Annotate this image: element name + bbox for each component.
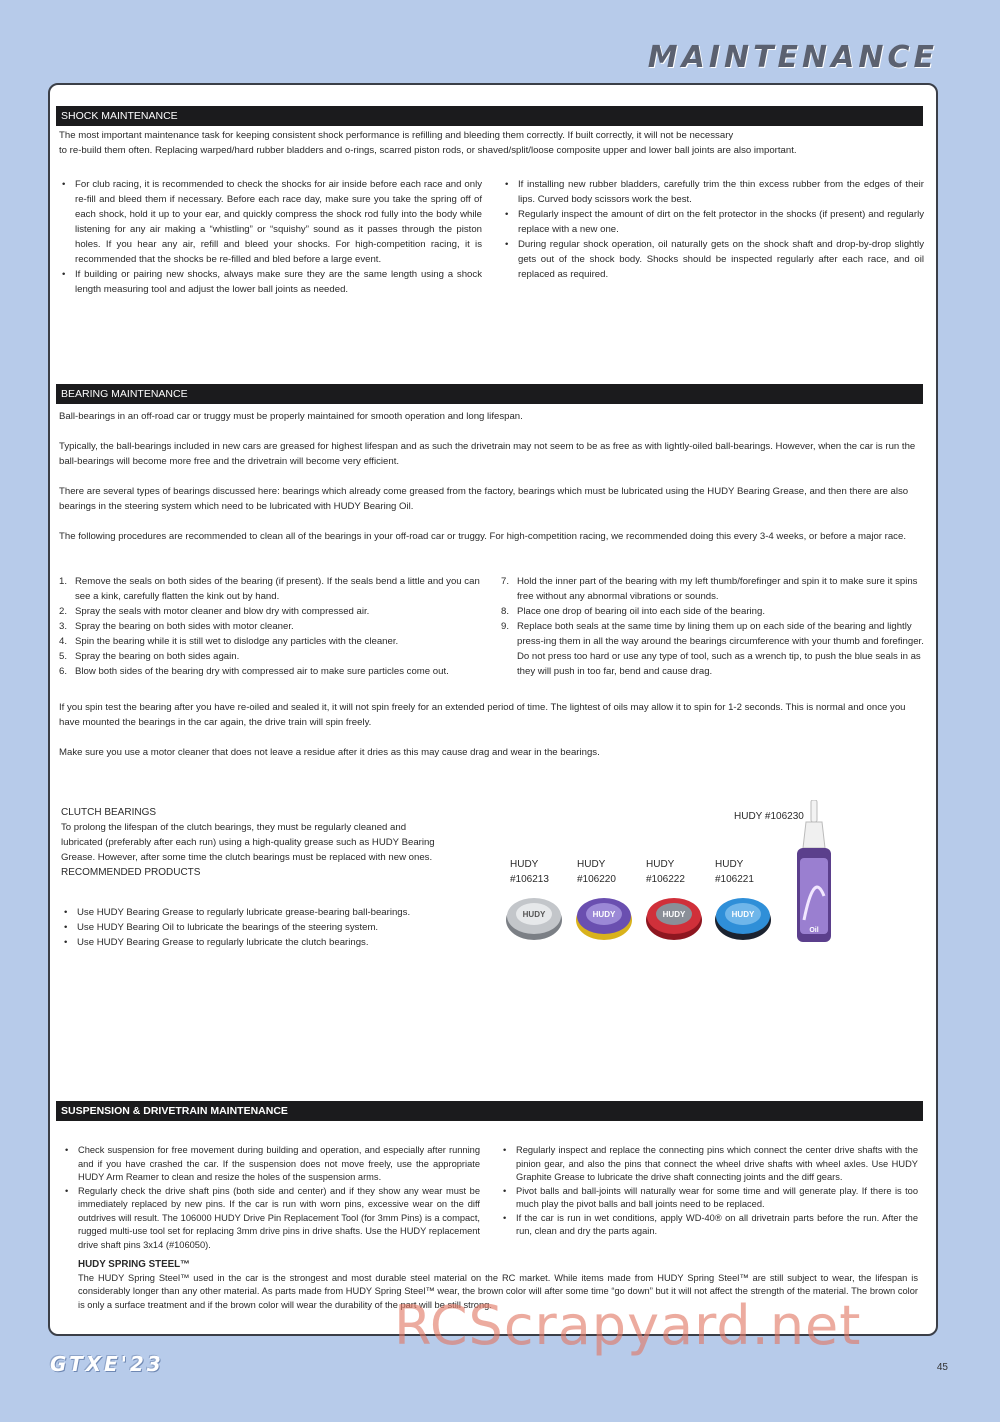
product-brand: HUDY bbox=[715, 859, 744, 870]
step-number: 6. bbox=[59, 666, 68, 677]
step-text: Replace both seals at the same time by lining them up on each side of the bearing and lightly press-ing them in all the way around the bearings circumference with your thumb and forefinger. Do not press too hard or use any type of tool, such as a wrench tip, to push the blue seals in as they will push in too far, bend and cause drag. bbox=[517, 621, 924, 677]
product-label bbox=[577, 857, 616, 887]
product-brand: HUDY bbox=[646, 859, 675, 870]
product-label bbox=[510, 857, 549, 887]
step-text: Spray the seals with motor cleaner and blow dry with compressed air. bbox=[75, 606, 370, 617]
suspension-right-list bbox=[500, 1144, 918, 1239]
step-text: Remove the seals on both sides of the bearing (if present). If the seals bend a little and you can see a kink, carefully flatten the kink out by hand. bbox=[75, 576, 480, 602]
list-item: • During regular shock operation, oil naturally gets on the shock shaft and drop-by-drop slightly gets out of the shock body. Shocks should be inspected regularly after each race, and oil replaced as required. bbox=[502, 237, 924, 282]
grease-jar-image bbox=[573, 892, 635, 942]
jar-brand-text: HUDY bbox=[592, 910, 616, 919]
spring-steel-heading: HUDY SPRING STEEL™ bbox=[78, 1259, 190, 1270]
bearing-steps-left bbox=[59, 574, 484, 679]
shock-intro-line1: The most important maintenance task for keeping consistent shock performance is refilling and bleeding them correctly. If built correctly, it will not be necessary bbox=[59, 130, 734, 141]
list-item bbox=[59, 604, 484, 619]
shock-left-list bbox=[59, 177, 482, 297]
list-item bbox=[501, 574, 925, 604]
list-item: • For club racing, it is recommended to check the shocks for air inside before each race and only re-fill and bleed them if necessary. Before each race day, make sure you take the spring off of each shock, hold it up to your ear, and quickly compress the shock rod fully into the body while listening for any air making a “whistling” or “squishy” sound as it passes through the piston holes. If you hear any air, refill and bleed your shocks. For high-competition racing, it is recommended that the shocks be re-filled and bled before a large event. bbox=[59, 177, 482, 267]
grease-jar-image bbox=[712, 892, 774, 942]
list-item: • Check suspension for free movement during building and operation, and especially after running and if you have crashed the car. If the suspension does not move freely, use the appropriate HUDY Arm Reamer to clean and resize the holes of the suspension arms. bbox=[62, 1144, 480, 1185]
page-number: 45 bbox=[936, 1362, 948, 1373]
list-item: • Regularly check the drive shaft pins (both side and center) and if they show any wear must be immediately replaced by new pins. If the car is run with worn pins, excessive wear on the diff outdrives will result. The 106000 HUDY Drive Pin Replacement Tool (for 3mm Pins) is a compact, rugged multi-use tool set for replacing 3mm drive pins in drive shafts. Use the HUDY replacement drive shaft pins 3x14 (#106050). bbox=[62, 1185, 480, 1253]
list-item: • If building or pairing new shocks, always make sure they are the same length using a shock length measuring tool and adjust the lower ball joints as needed. bbox=[59, 267, 482, 297]
shock-section-heading: SHOCK MAINTENANCE bbox=[56, 106, 923, 126]
grease-jar-image bbox=[643, 892, 705, 942]
list-item bbox=[59, 619, 484, 634]
jar-brand-text: HUDY bbox=[731, 910, 755, 919]
product-label bbox=[646, 857, 685, 887]
spring-steel-text: The HUDY Spring Steel™ used in the car is the strongest and most durable steel material on the RC market. While items made from HUDY Spring Steel™ are still subject to wear, the lifespan is considerably longer than any other material. As parts made from HUDY Spring Steel™ wear, the brown color will after some time “go down” but it will not affect the strength of the material. The brown color is only a surface treatment and if the brown color will wear the durability of the part will be still strong. bbox=[78, 1272, 918, 1310]
list-item: • Regularly inspect the amount of dirt on the felt protector in the shocks (if present) and regularly replace with a new one. bbox=[502, 207, 924, 237]
list-item: • If installing new rubber bladders, carefully trim the thin excess rubber from the edges of their lips. Curved body scissors work the best. bbox=[502, 177, 924, 207]
list-item bbox=[59, 664, 484, 679]
list-item bbox=[59, 634, 484, 649]
clutch-bearings-block bbox=[61, 805, 439, 880]
bearing-paragraph-6: Make sure you use a motor cleaner that does not leave a residue after it dries as this may cause drag and wear in the bearings. bbox=[59, 747, 600, 758]
page-header-title: MAINTENANCE bbox=[647, 40, 938, 75]
bottle-label: HUDY #106230 bbox=[734, 811, 804, 822]
step-number: 8. bbox=[501, 606, 510, 617]
footer-logo: GTXE'23 bbox=[50, 1352, 164, 1376]
shock-right-list bbox=[502, 177, 924, 282]
step-number: 4. bbox=[59, 636, 68, 647]
suspension-left-list bbox=[62, 1144, 480, 1252]
step-text: Place one drop of bearing oil into each side of the bearing. bbox=[517, 606, 766, 617]
shock-intro-line2: to re-build them often. Replacing warped/hard rubber bladders and o-rings, scarred piston rods, or shaved/split/loose composite upper and lower ball joints are also important. bbox=[59, 145, 797, 156]
list-item bbox=[59, 649, 484, 664]
step-text: Blow both sides of the bearing dry with compressed air to make sure particles come out. bbox=[75, 666, 449, 677]
product-code: #106213 bbox=[510, 874, 549, 885]
suspension-section-heading: SUSPENSION & DRIVETRAIN MAINTENANCE bbox=[56, 1101, 923, 1121]
product-brand: HUDY bbox=[577, 859, 606, 870]
list-item bbox=[501, 619, 925, 679]
step-number: 9. bbox=[501, 621, 510, 632]
list-item: • Regularly inspect and replace the connecting pins which connect the center drive shafts with the pinion gear, and also the pins that connect the wheel drive shafts with wheel axles. Use HUDY Graphite Grease to lubricate the drive shaft connecting joints and the diff gears. bbox=[500, 1144, 918, 1185]
bearing-outro bbox=[59, 700, 921, 760]
list-item bbox=[59, 574, 484, 604]
bearing-paragraph-2: Typically, the ball-bearings included in new cars are greased for highest lifespan and as such the drivetrain may not seem to be as free as with lightly-oiled ball-bearings. However, when the car is run the ball-bearings will become more free and the drivetrain will become very efficient. bbox=[59, 441, 916, 467]
product-code: #106222 bbox=[646, 874, 685, 885]
recommended-products-heading: RECOMMENDED PRODUCTS bbox=[61, 867, 201, 878]
step-text: Spin the bearing while it is still wet to dislodge any particles with the cleaner. bbox=[75, 636, 399, 647]
jar-brand-text: HUDY bbox=[522, 910, 546, 919]
bottle-text: Oil bbox=[809, 927, 819, 934]
bearing-oil-bottle-image bbox=[792, 800, 836, 946]
jar-brand-text: HUDY bbox=[662, 910, 686, 919]
list-item: • Use HUDY Bearing Grease to regularly lubricate grease-bearing ball-bearings. bbox=[61, 905, 481, 920]
step-number: 7. bbox=[501, 576, 510, 587]
product-label bbox=[715, 857, 754, 887]
product-code: #106220 bbox=[577, 874, 616, 885]
recommended-products-list bbox=[61, 905, 481, 950]
shock-intro bbox=[59, 128, 919, 158]
clutch-bearings-heading: CLUTCH BEARINGS bbox=[61, 807, 157, 818]
bearing-paragraph-3: There are several types of bearings discussed here: bearings which already come greased from the factory, bearings which must be lubricated using the HUDY Bearing Grease, and then there are also bearings in the steering system which need to be lubricated with HUDY Bearing Oil. bbox=[59, 486, 909, 512]
step-text: Spray the bearing on both sides with motor cleaner. bbox=[75, 621, 294, 632]
list-item: • Pivot balls and ball-joints will naturally wear for some time and will generate play. If there is too much play the pivot balls and ball joints need to be replaced. bbox=[500, 1185, 918, 1212]
step-text: Spray the bearing on both sides again. bbox=[75, 651, 240, 662]
list-item: • If the car is run in wet conditions, apply WD-40® on all drivetrain parts before the run. After the run, clean and dry the parts again. bbox=[500, 1212, 918, 1239]
watermark: RCScrapyard.net bbox=[394, 1294, 862, 1357]
product-brand: HUDY bbox=[510, 859, 539, 870]
grease-jar-image bbox=[503, 892, 565, 942]
bearing-paragraph-5: If you spin test the bearing after you have re-oiled and sealed it, it will not spin freely for an extended period of time. The lightest of oils may allow it to spin for 1-2 seconds. This is normal and once you have mounted the bearings in the car again, the drive train will spin freely. bbox=[59, 702, 906, 728]
bearing-section-heading: BEARING MAINTENANCE bbox=[56, 384, 923, 404]
bearing-paragraph-1: Ball-bearings in an off-road car or truggy must be properly maintained for smooth operation and long lifespan. bbox=[59, 411, 523, 422]
list-item: • Use HUDY Bearing Grease to regularly lubricate the clutch bearings. bbox=[61, 935, 481, 950]
step-number: 3. bbox=[59, 621, 68, 632]
list-item bbox=[501, 604, 925, 619]
step-text: Hold the inner part of the bearing with my left thumb/forefinger and spin it to make sure it spins free without any abnormal vibrations or sounds. bbox=[517, 576, 918, 602]
bearing-paragraph-4: The following procedures are recommended to clean all of the bearings in your off-road car or truggy. For high-competition racing, we recommended doing this every 3-4 weeks, or before a major race. bbox=[59, 531, 906, 542]
bearing-steps-right bbox=[501, 574, 925, 679]
product-code: #106221 bbox=[715, 874, 754, 885]
list-item: • Use HUDY Bearing Oil to lubricate the bearings of the steering system. bbox=[61, 920, 481, 935]
bearing-intro bbox=[59, 409, 921, 544]
step-number: 5. bbox=[59, 651, 68, 662]
step-number: 2. bbox=[59, 606, 68, 617]
clutch-bearings-text: To prolong the lifespan of the clutch bearings, they must be regularly cleaned and lubricated (preferably after each run) using a high-quality grease such as HUDY Bearing Grease. However, after some time the clutch bearings must be replaced with new ones. bbox=[61, 822, 435, 863]
step-number: 1. bbox=[59, 576, 68, 587]
